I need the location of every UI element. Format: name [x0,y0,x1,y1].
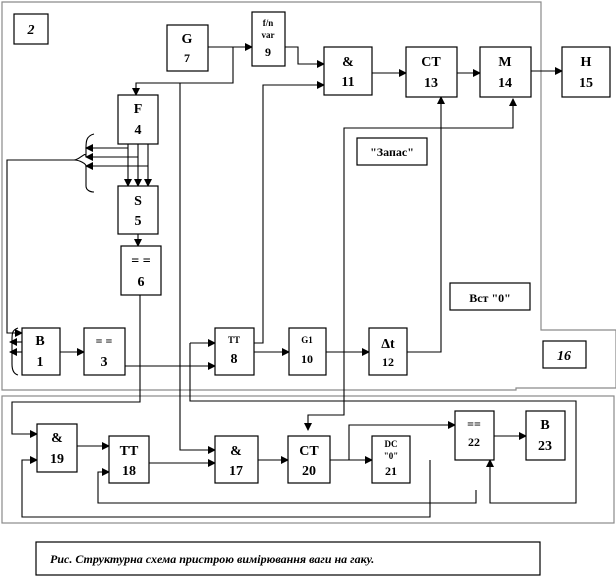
block-number: 3 [100,355,108,370]
block-h15 [562,47,610,97]
block-symbol: Н [580,55,592,70]
block-s5 [118,186,158,234]
wire-9-11 [285,47,324,64]
block-symbol: В [540,418,550,433]
wire-8-11 [254,85,324,343]
wire-12-13 [407,97,441,352]
block-symbol: = = [95,334,113,348]
wire-7-17 [180,83,233,450]
block-number: 11 [341,75,355,90]
block-eq6 [121,246,161,295]
block-number: 4 [134,123,142,138]
block-number: 13 [424,76,438,91]
block-symbol: Δt [381,337,395,352]
block-number: 12 [382,355,394,369]
block-number: 18 [122,464,136,479]
block-b23 [526,411,565,460]
block-g7 [167,25,208,71]
block-number: 23 [538,439,552,454]
block-tt8 [215,328,254,375]
block-g10 [289,328,326,375]
wire-fb-18 [98,472,476,503]
block-f4 [118,95,158,144]
block-symbol: S [134,194,142,209]
block-fn9 [252,12,285,66]
block-and19 [37,424,77,472]
reserve-note: "Запас" [370,145,414,159]
block-ct13 [406,47,457,97]
block-symbol: f/n [262,18,274,28]
block-symbol: СТ [299,444,319,459]
frame-label-2: 2 [27,23,35,38]
block-subscript: var [261,30,275,40]
block-tt18 [109,436,149,483]
block-subscript: "0" [383,451,399,461]
block-number: 20 [302,464,316,479]
block-m14 [480,47,531,97]
block-number: 22 [468,435,480,449]
block-dt12 [369,328,407,375]
block-symbol: М [498,55,512,70]
block-number: 19 [50,452,64,467]
block-eq22 [455,411,494,460]
block-symbol: G1 [301,335,313,345]
block-symbol: СТ [421,55,441,70]
block-symbol: ТТ [227,335,241,345]
block-number: 6 [137,275,145,290]
block-number: 9 [265,45,271,59]
block-symbol: G [181,32,193,47]
block-number: 5 [134,214,142,229]
block-symbol: & [230,444,242,459]
block-symbol: & [51,431,63,446]
block-symbol: ТТ [119,444,139,459]
block-symbol: F [133,102,143,117]
figure-caption: Рис. Структурна схема пристрою вимірювання ваги на гаку. [50,552,375,566]
block-number: 10 [301,352,313,366]
block-number: 21 [385,464,397,478]
block-and11 [324,47,372,95]
frame-label-16: 16 [557,349,571,364]
wire-brace-1 [7,160,74,333]
block-number: 8 [230,352,238,367]
block-dc21 [372,436,410,483]
block-number: 17 [229,464,243,479]
block-symbol: = = [131,254,151,269]
wire-reserve-20 [308,400,344,430]
block-number: 1 [36,355,44,370]
block-number: 14 [498,76,512,91]
block-number: 15 [579,76,593,91]
block-number: 7 [184,51,190,65]
block-symbol: == [467,417,481,431]
block-ct20 [288,436,330,483]
block-symbol: & [342,55,354,70]
block-b1 [22,328,60,375]
block-and17 [215,436,258,483]
set-zero-note: Вст "0" [469,291,511,305]
block-symbol: DC [384,439,398,449]
brace-top [74,134,94,192]
block-eq3 [84,328,125,375]
block-symbol: В [35,334,45,349]
